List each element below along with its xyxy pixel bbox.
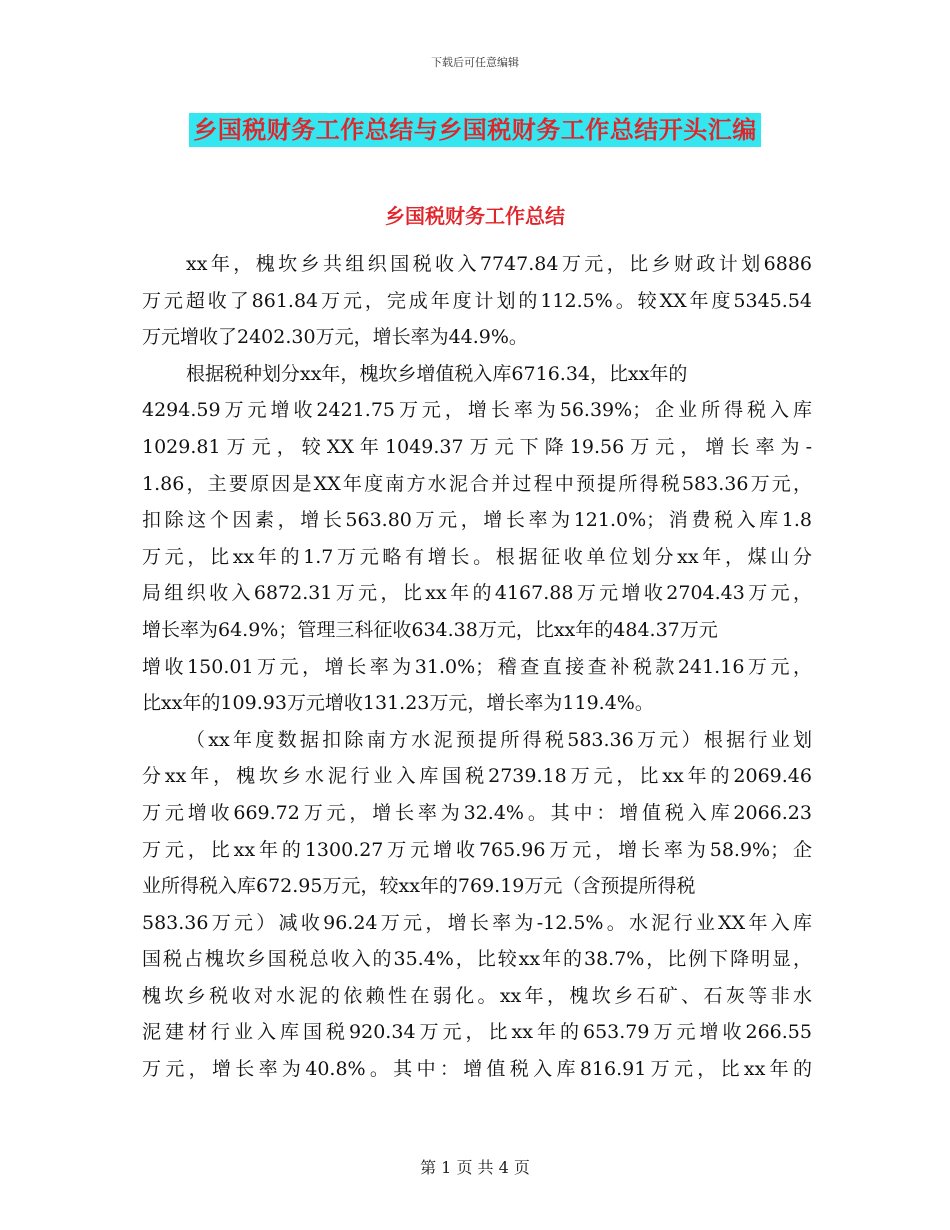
paragraph-line: 万元，比xx年的1300.27万元增收765.96万元，增长率为58.9%；企 xyxy=(142,838,812,861)
paragraph-line: 业所得税入库672.95万元，较xx年的769.19万元（含预提所得税 xyxy=(142,875,696,898)
paragraph-line: 万元，比xx年的1.7万元略有增长。根据征收单位划分xx年，煤山分 xyxy=(142,545,812,568)
paragraph-line: 万元增收了2402.30万元，增长率为44.9%。 xyxy=(142,326,528,349)
paragraph-line: xx年，槐坎乡共组织国税收入7747.84万元，比乡财政计划6886 xyxy=(186,253,812,275)
document-title-wrap xyxy=(0,113,950,147)
paragraph-line: 槐坎乡税收对水泥的依赖性在弱化。xx年，槐坎乡石矿、石灰等非水 xyxy=(142,984,812,1007)
paragraph-line: 万元增收669.72万元，增长率为32.4%。其中：增值税入库2066.23 xyxy=(142,801,812,824)
page-number: 第 1 页 共 4 页 xyxy=(420,1158,530,1177)
paragraph-line: 万元超收了861.84万元，完成年度计划的112.5%。较XX年度5345.54 xyxy=(142,289,812,312)
paragraph-line: 分xx年，槐坎乡水泥行业入库国税2739.18万元，比xx年的2069.46 xyxy=(142,765,812,788)
paragraph-line: 万元，增长率为40.8%。其中：增值税入库816.91万元，比xx年的 xyxy=(142,1058,812,1081)
paragraph-line: （xx年度数据扣除南方水泥预提所得税583.36万元）根据行业划 xyxy=(186,728,812,751)
paragraph-line: 根据税种划分xx年，槐坎乡增值税入库6716.34，比xx年的 xyxy=(186,362,688,385)
paragraph-line: 4294.59万元增收2421.75万元，增长率为56.39%；企业所得税入库 xyxy=(142,399,812,422)
paragraph-line: 增长率为64.9%；管理三科征收634.38万元，比xx年的484.37万元 xyxy=(142,618,718,641)
paragraph-line: 1.86，主要原因是XX年度南方水泥合并过程中预提所得税583.36万元， xyxy=(142,472,812,495)
section-title: 乡国税财务工作总结 xyxy=(385,204,565,228)
document-body xyxy=(142,246,812,1088)
paragraph-line: 泥建材行业入库国税920.34万元，比xx年的653.79万元增收266.55 xyxy=(142,1021,812,1044)
header-note: 下载后可任意编辑 xyxy=(431,56,519,69)
paragraph-line: 增收150.01万元，增长率为31.0%；稽查直接查补税款241.16万元， xyxy=(142,655,812,678)
paragraph-line: 1029.81万元，较XX年1049.37万元下降19.56万元，增长率为- xyxy=(142,435,812,458)
paragraph-line: 比xx年的109.93万元增收131.23万元，增长率为119.4%。 xyxy=(142,692,654,715)
document-title: 乡国税财务工作总结与乡国税财务工作总结开头汇编 xyxy=(189,113,761,147)
paragraph-line: 扣除这个因素，增长563.80万元，增长率为121.0%；消费税入库1.8 xyxy=(142,509,812,532)
paragraph-line: 583.36万元）减收96.24万元，增长率为-12.5%。水泥行业XX年入库 xyxy=(142,911,812,934)
paragraph-line: 局组织收入6872.31万元，比xx年的4167.88万元增收2704.43万元， xyxy=(142,582,812,605)
paragraph-line: 国税占槐坎乡国税总收入的35.4%，比较xx年的38.7%，比例下降明显， xyxy=(142,948,812,971)
